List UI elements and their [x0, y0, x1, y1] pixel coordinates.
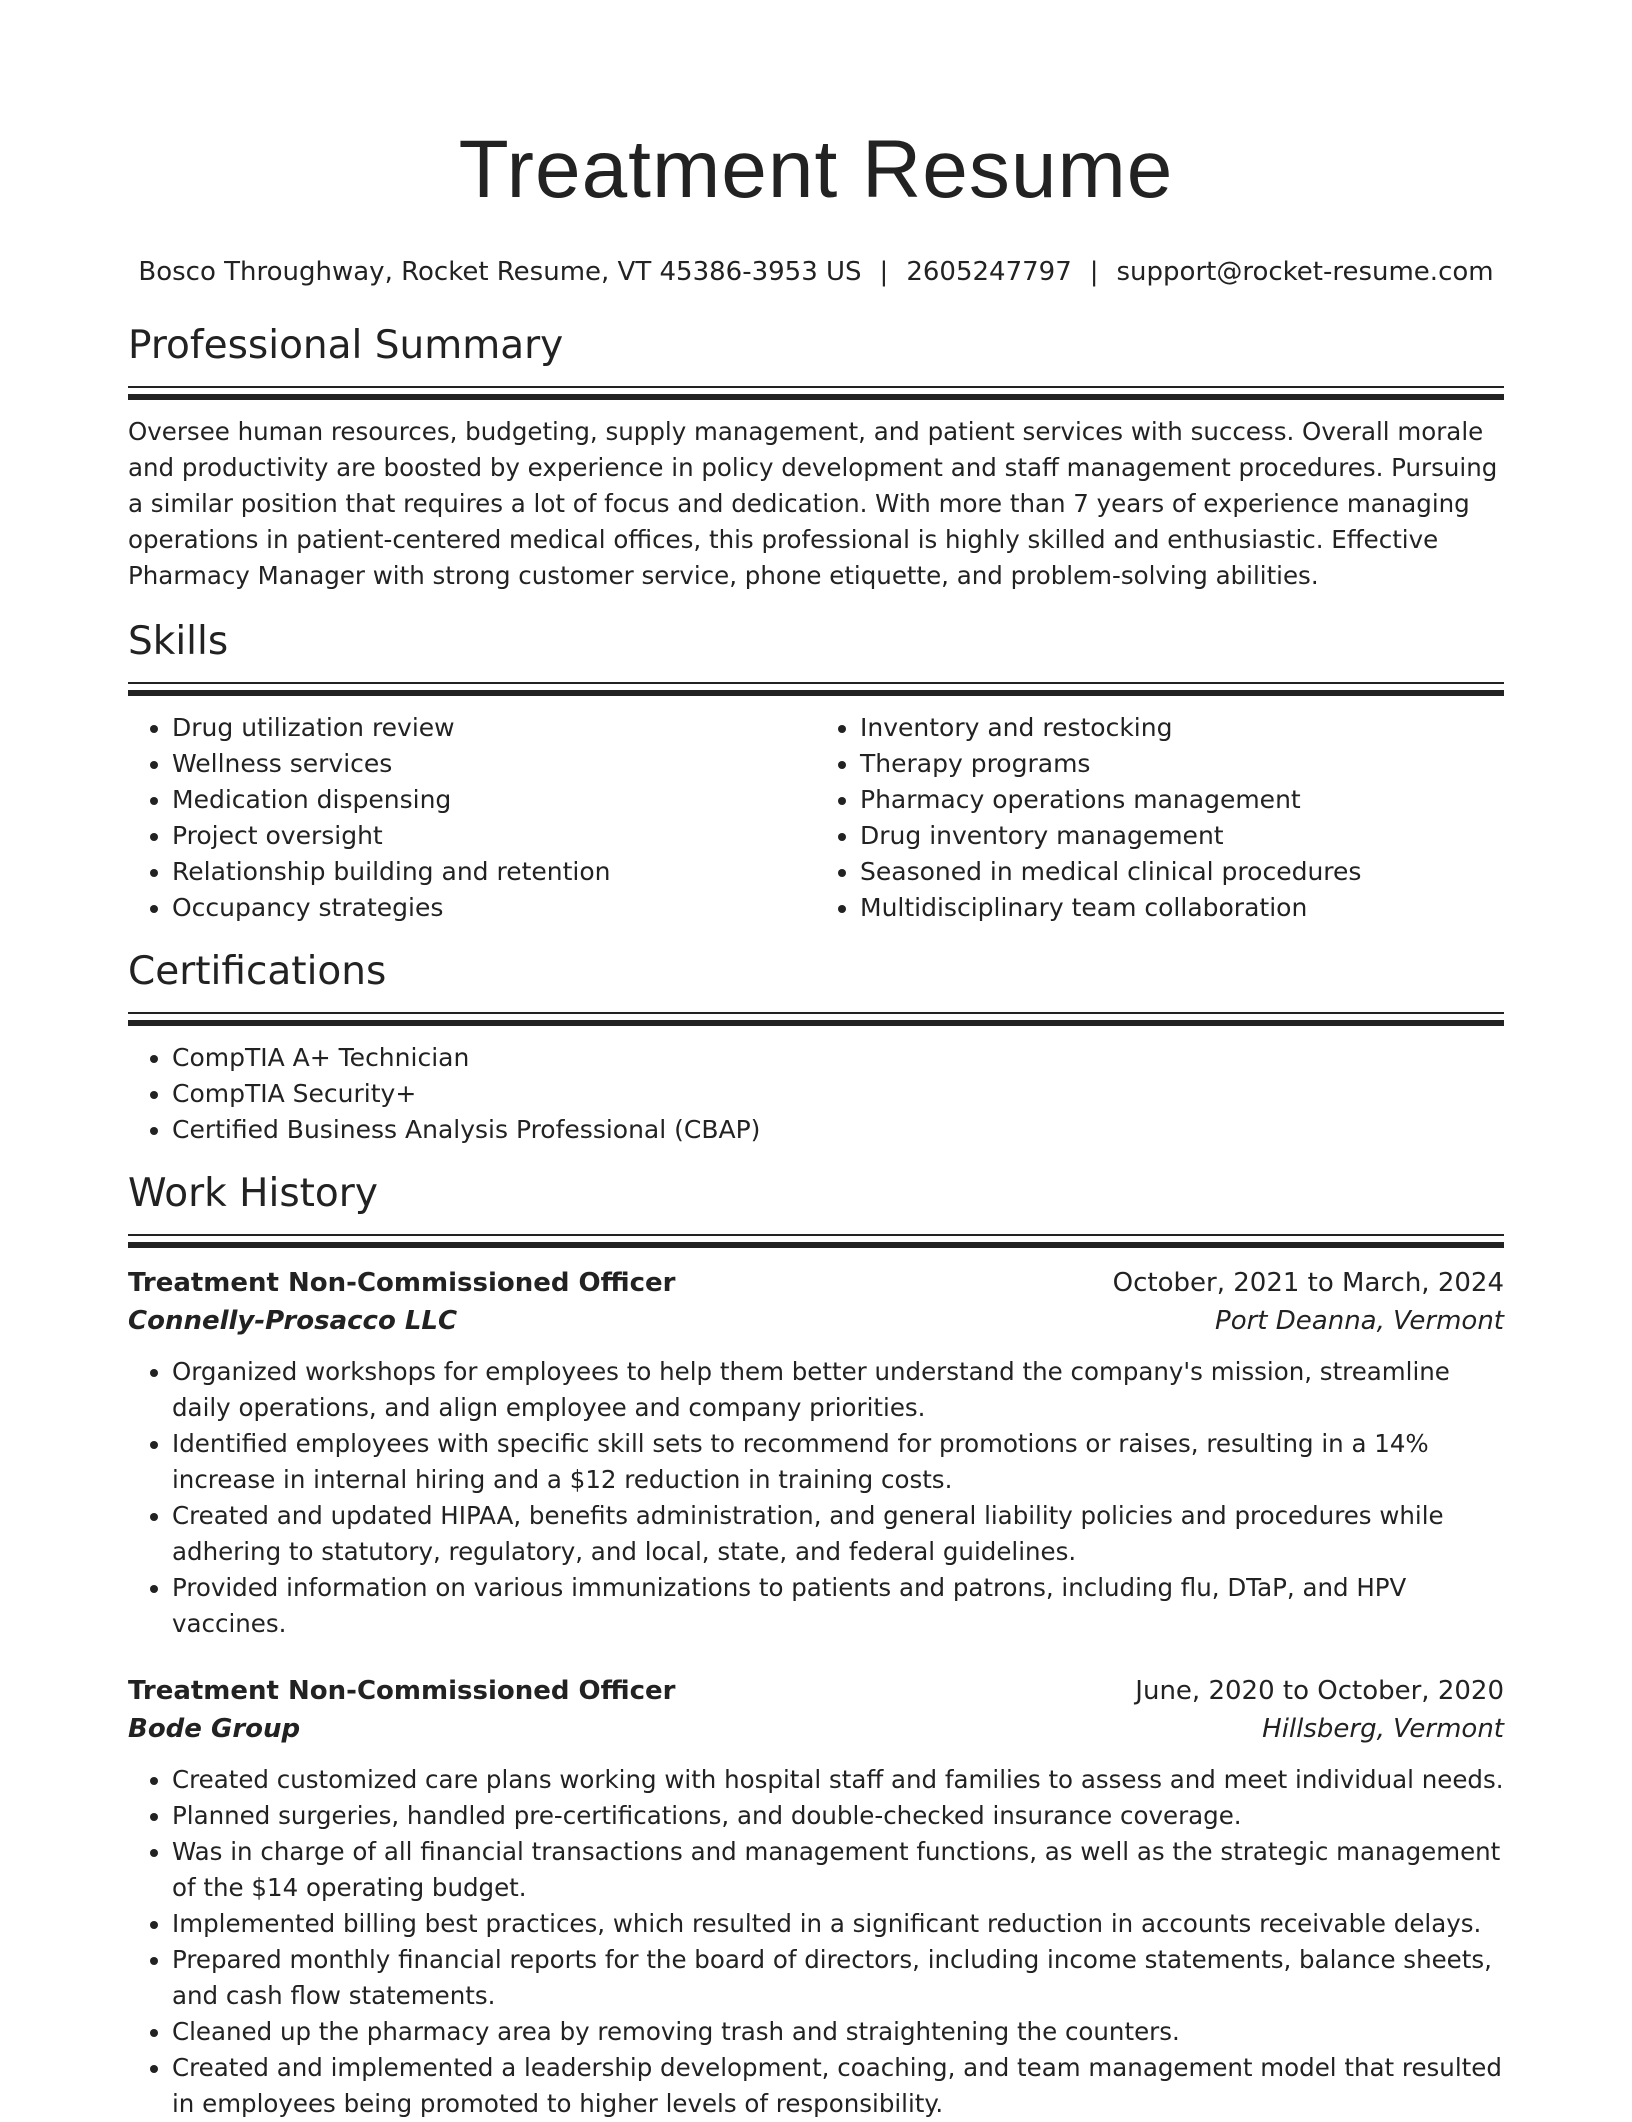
contact-email: support@rocket-resume.com: [1116, 257, 1494, 287]
contact-line: [128, 256, 1504, 288]
job-bullet: • Prepared monthly financial reports for the board of directors, including income statements, balance sheets, and cash flow statements.: [172, 1942, 1504, 2014]
section-rule-thick: [128, 1020, 1504, 1026]
job-header: [128, 1264, 1504, 1302]
job-bullets: [128, 1354, 1504, 1642]
section-title-work-history: Work History: [128, 1171, 378, 1216]
section-title-certifications: Certifications: [128, 949, 387, 994]
job-subheader: [128, 1302, 1504, 1340]
contact-separator: |: [1089, 257, 1099, 287]
section-rule: [128, 1012, 1504, 1014]
job-bullet: • Implemented billing best practices, which resulted in a significant reduction in accounts receivable delays.: [172, 1906, 1504, 1942]
job-subheader: [128, 1710, 1504, 1748]
job-bullets: [128, 1762, 1504, 2122]
certification-item: • Certified Business Analysis Professional (CBAP): [172, 1112, 1504, 1148]
job-bullet: • Cleaned up the pharmacy area by removing trash and straightening the counters.: [172, 2014, 1504, 2050]
job-bullet: • Created and implemented a leadership development, coaching, and team management model that resulted in employees being promoted to higher levels of responsibility.: [172, 2050, 1504, 2122]
skill-item: • Project oversight: [172, 818, 816, 854]
work-history-section: [128, 1170, 1504, 2122]
certifications-list: [128, 1040, 1504, 1148]
section-rule: [128, 386, 1504, 388]
certification-item: • CompTIA Security+: [172, 1076, 1504, 1112]
job-bullet: • Created and updated HIPAA, benefits administration, and general liability policies and procedures while adhering to statutory, regulatory, and local, state, and federal guidelines.: [172, 1498, 1504, 1570]
skills-list-left: [128, 710, 816, 926]
skills-grid: [128, 696, 1504, 926]
job-bullet: • Created customized care plans working with hospital staff and families to assess and meet individual needs.: [172, 1762, 1504, 1798]
skill-item: • Inventory and restocking: [860, 710, 1504, 746]
job-location: Hillsberg, Vermont: [1262, 1714, 1504, 1744]
contact-separator: |: [879, 257, 889, 287]
skill-item: • Pharmacy operations management: [860, 782, 1504, 818]
skill-item: • Drug inventory management: [860, 818, 1504, 854]
certification-item: • CompTIA A+ Technician: [172, 1040, 1504, 1076]
skill-item: • Occupancy strategies: [172, 890, 816, 926]
job-bullet: • Provided information on various immunizations to patients and patrons, including flu, DTaP, and HPV vaccines.: [172, 1570, 1504, 1642]
contact-address: Bosco Throughway, Rocket Resume, VT 45386-3953 US: [138, 257, 862, 287]
section-rule: [128, 1234, 1504, 1236]
job-bullet: • Planned surgeries, handled pre-certifications, and double-checked insurance coverage.: [172, 1798, 1504, 1834]
job-entry: [128, 1672, 1504, 2122]
skill-item: • Multidisciplinary team collaboration: [860, 890, 1504, 926]
section-title-summary: Professional Summary: [128, 323, 564, 368]
section-rule-thick: [128, 394, 1504, 400]
skills-section: [128, 618, 1504, 926]
job-title: Treatment Non-Commissioned Officer: [128, 1676, 676, 1706]
job-bullet: • Organized workshops for employees to help them better understand the company's mission, streamline daily operations, and align employee and company priorities.: [172, 1354, 1504, 1426]
certifications-section: [128, 948, 1504, 1148]
job-bullet: • Identified employees with specific skill sets to recommend for promotions or raises, resulting in a 14% increase in internal hiring and a $12 reduction in training costs.: [172, 1426, 1504, 1498]
job-dates: October, 2021 to March, 2024: [1112, 1268, 1504, 1298]
section-rule-thick: [128, 1242, 1504, 1248]
skill-item: • Medication dispensing: [172, 782, 816, 818]
job-dates: June, 2020 to October, 2020: [1135, 1676, 1504, 1706]
skill-item: • Seasoned in medical clinical procedures: [860, 854, 1504, 890]
section-rule: [128, 682, 1504, 684]
job-location: Port Deanna, Vermont: [1215, 1306, 1504, 1336]
resume-name: Treatment Resume: [458, 124, 1174, 215]
skill-item: • Wellness services: [172, 746, 816, 782]
contact-phone: 2605247797: [906, 257, 1072, 287]
job-entry: [128, 1264, 1504, 1642]
skill-item: • Relationship building and retention: [172, 854, 816, 890]
section-title-skills: Skills: [128, 619, 229, 664]
job-bullet: • Was in charge of all financial transactions and management functions, as well as the strategic management of the $14 operating budget.: [172, 1834, 1504, 1906]
summary-text: Oversee human resources, budgeting, supply management, and patient services with success. Overall morale and productivity are boosted by experience in policy development and staff management procedures. Pursuing a similar position that requires a lot of focus and dedication. With more than 7 years of experience managing operations in patient-centered medical offices, this professional is highly skilled and enthusiastic. Effective Pharmacy Manager with strong customer service, phone etiquette, and problem-solving abilities.: [128, 417, 1498, 590]
job-title: Treatment Non-Commissioned Officer: [128, 1268, 676, 1298]
job-header: [128, 1672, 1504, 1710]
skill-item: • Therapy programs: [860, 746, 1504, 782]
job-company: Bode Group: [128, 1714, 301, 1744]
skill-item: • Drug utilization review: [172, 710, 816, 746]
summary-section: [128, 322, 1504, 594]
skills-list-right: [816, 710, 1504, 926]
job-company: Connelly-Prosacco LLC: [128, 1306, 458, 1336]
